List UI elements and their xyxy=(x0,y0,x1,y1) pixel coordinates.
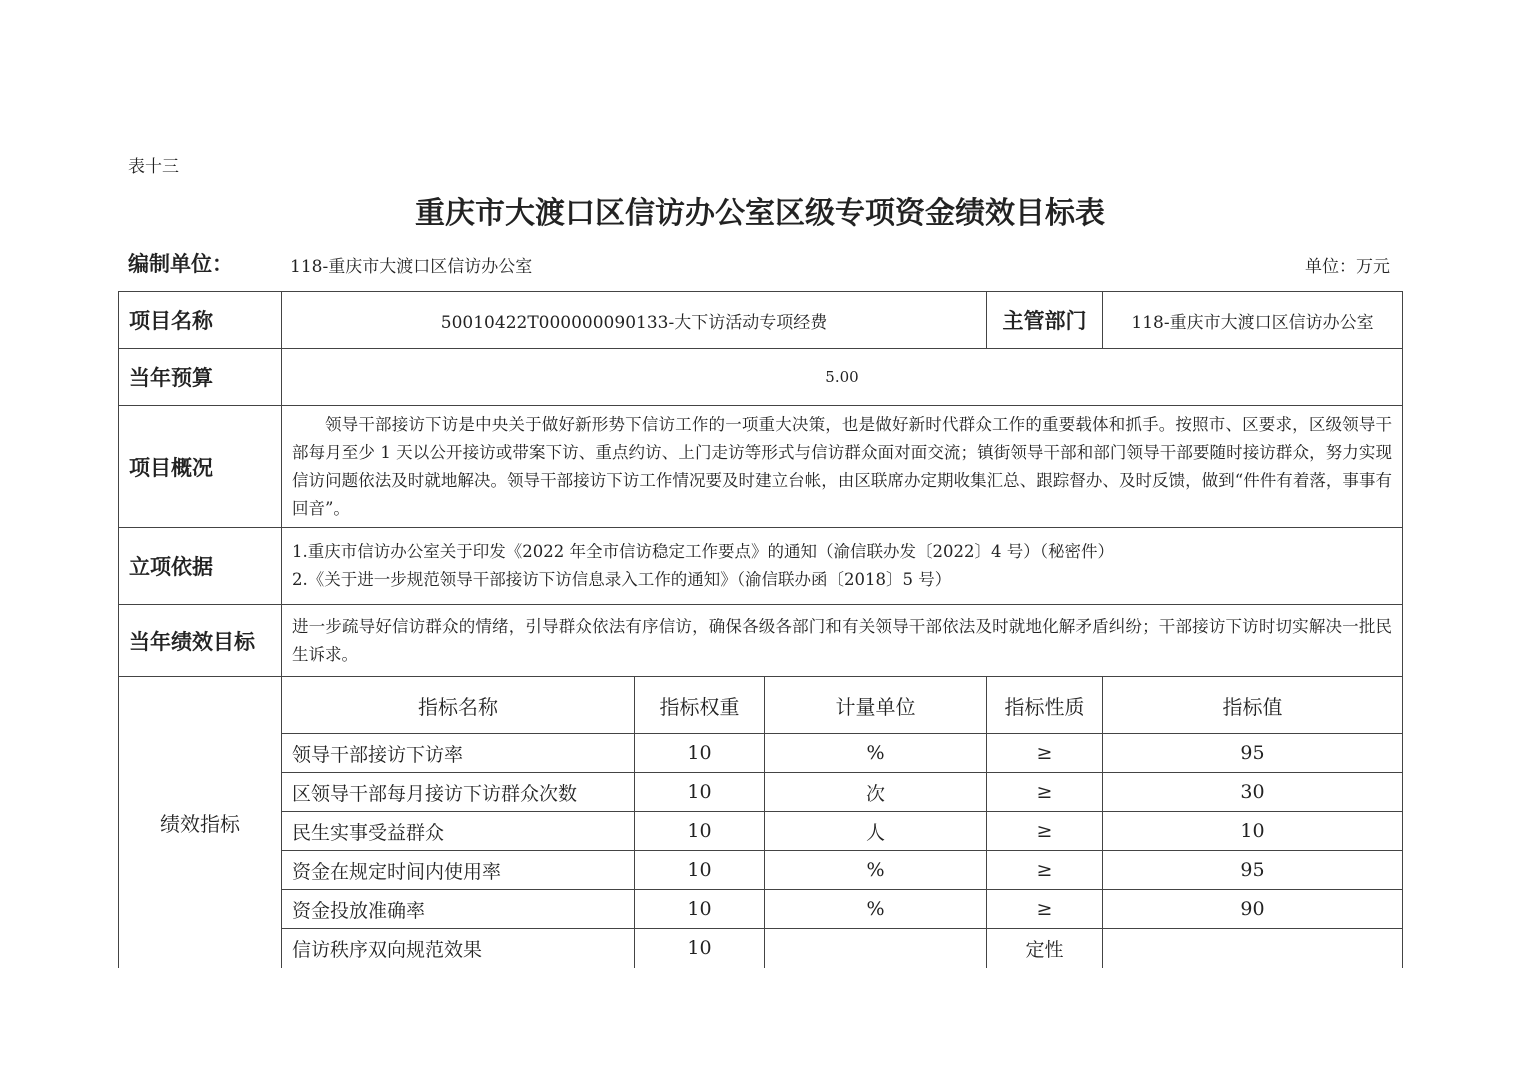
performance-table xyxy=(118,291,1403,968)
indicator-weight: 10 xyxy=(635,929,765,968)
header-weight: 指标权重 xyxy=(635,677,765,734)
indicator-nature: ≥ xyxy=(987,812,1103,851)
indicator-value: 10 xyxy=(1103,812,1403,851)
indicator-name: 信访秩序双向规范效果 xyxy=(282,929,635,968)
indicator-nature: ≥ xyxy=(987,734,1103,773)
header-value: 指标值 xyxy=(1103,677,1403,734)
basis-row xyxy=(119,528,1403,605)
dept-value: 118-重庆市大渡口区信访办公室 xyxy=(1103,292,1403,349)
indicator-nature: ≥ xyxy=(987,851,1103,890)
table-row xyxy=(119,929,1403,968)
indicator-name: 资金投放准确率 xyxy=(282,890,635,929)
indicator-value: 90 xyxy=(1103,890,1403,929)
org-value: 118-重庆市大渡口区信访办公室 xyxy=(290,257,533,277)
indicator-nature: 定性 xyxy=(987,929,1103,968)
indicator-value xyxy=(1103,929,1403,968)
header-name: 指标名称 xyxy=(282,677,635,734)
budget-label: 当年预算 xyxy=(119,349,282,406)
project-row xyxy=(119,292,1403,349)
goal-row xyxy=(119,605,1403,677)
indicator-unit: % xyxy=(765,890,987,929)
indicators-label: 绩效指标 xyxy=(119,677,282,968)
goal-text: 进一步疏导好信访群众的情绪，引导群众依法有序信访，确保各级各部门和有关领导干部依法及时就地化解矛盾纠纷；干部接访下访时切实解决一批民生诉求。 xyxy=(282,605,1403,677)
currency-unit: 单位：万元 xyxy=(1305,257,1390,277)
indicator-name: 区领导干部每月接访下访群众次数 xyxy=(282,773,635,812)
table-row xyxy=(119,773,1403,812)
table-number: 表十三 xyxy=(128,157,179,177)
indicator-header-row xyxy=(119,677,1403,734)
indicator-value: 95 xyxy=(1103,851,1403,890)
indicator-nature: ≥ xyxy=(987,773,1103,812)
indicator-unit: % xyxy=(765,734,987,773)
basis-item: 2.《关于进一步规范领导干部接访下访信息录入工作的通知》（渝信联办函〔2018〕5 号） xyxy=(292,570,952,589)
basis-label: 立项依据 xyxy=(119,528,282,605)
indicator-weight: 10 xyxy=(635,890,765,929)
header-unit: 计量单位 xyxy=(765,677,987,734)
indicator-unit: 次 xyxy=(765,773,987,812)
unit-row xyxy=(128,248,1390,278)
indicator-weight: 10 xyxy=(635,773,765,812)
table-row xyxy=(119,734,1403,773)
dept-label: 主管部门 xyxy=(987,292,1103,349)
indicator-unit: 人 xyxy=(765,812,987,851)
indicator-name: 资金在规定时间内使用率 xyxy=(282,851,635,890)
page-title: 重庆市大渡口区信访办公室区级专项资金绩效目标表 xyxy=(415,196,1105,231)
overview-text: 领导干部接访下访是中央关于做好新形势下信访工作的一项重大决策，也是做好新时代群众工作的重要载体和抓手。按照市、区要求，区级领导干部每月至少 1 天以公开接访或带案下访、重点约访、上门走访等形式与信访群众面对面交流；镇街领导干部和部门领导干部要随时接访群众，努力实现信访问题依法及时就地解决。领导干部接访下访工作情况要及时建立台帐，由区联席办定期收集汇总、跟踪督办、及时反馈，做到“件件有着落，事事有回音”。 xyxy=(282,406,1403,528)
indicator-value: 30 xyxy=(1103,773,1403,812)
table-row xyxy=(119,890,1403,929)
overview-label: 项目概况 xyxy=(119,406,282,528)
indicator-weight: 10 xyxy=(635,851,765,890)
project-name: 50010422T000000090133-大下访活动专项经费 xyxy=(282,292,987,349)
indicator-nature: ≥ xyxy=(987,890,1103,929)
header-nature: 指标性质 xyxy=(987,677,1103,734)
basis-list xyxy=(282,528,1403,605)
goal-label: 当年绩效目标 xyxy=(119,605,282,677)
project-name-label: 项目名称 xyxy=(119,292,282,349)
indicator-value: 95 xyxy=(1103,734,1403,773)
budget-row xyxy=(119,349,1403,406)
table-row xyxy=(119,851,1403,890)
indicator-weight: 10 xyxy=(635,734,765,773)
org-label: 编制单位： xyxy=(128,252,233,276)
budget-value: 5.00 xyxy=(282,349,1403,406)
table-row xyxy=(119,812,1403,851)
basis-item: 1.重庆市信访办公室关于印发《2022 年全市信访稳定工作要点》的通知（渝信联办发〔2022〕4 号）（秘密件） xyxy=(292,542,1114,561)
indicator-unit: % xyxy=(765,851,987,890)
overview-row xyxy=(119,406,1403,528)
indicator-name: 领导干部接访下访率 xyxy=(282,734,635,773)
indicator-unit xyxy=(765,929,987,968)
indicator-weight: 10 xyxy=(635,812,765,851)
indicator-name: 民生实事受益群众 xyxy=(282,812,635,851)
